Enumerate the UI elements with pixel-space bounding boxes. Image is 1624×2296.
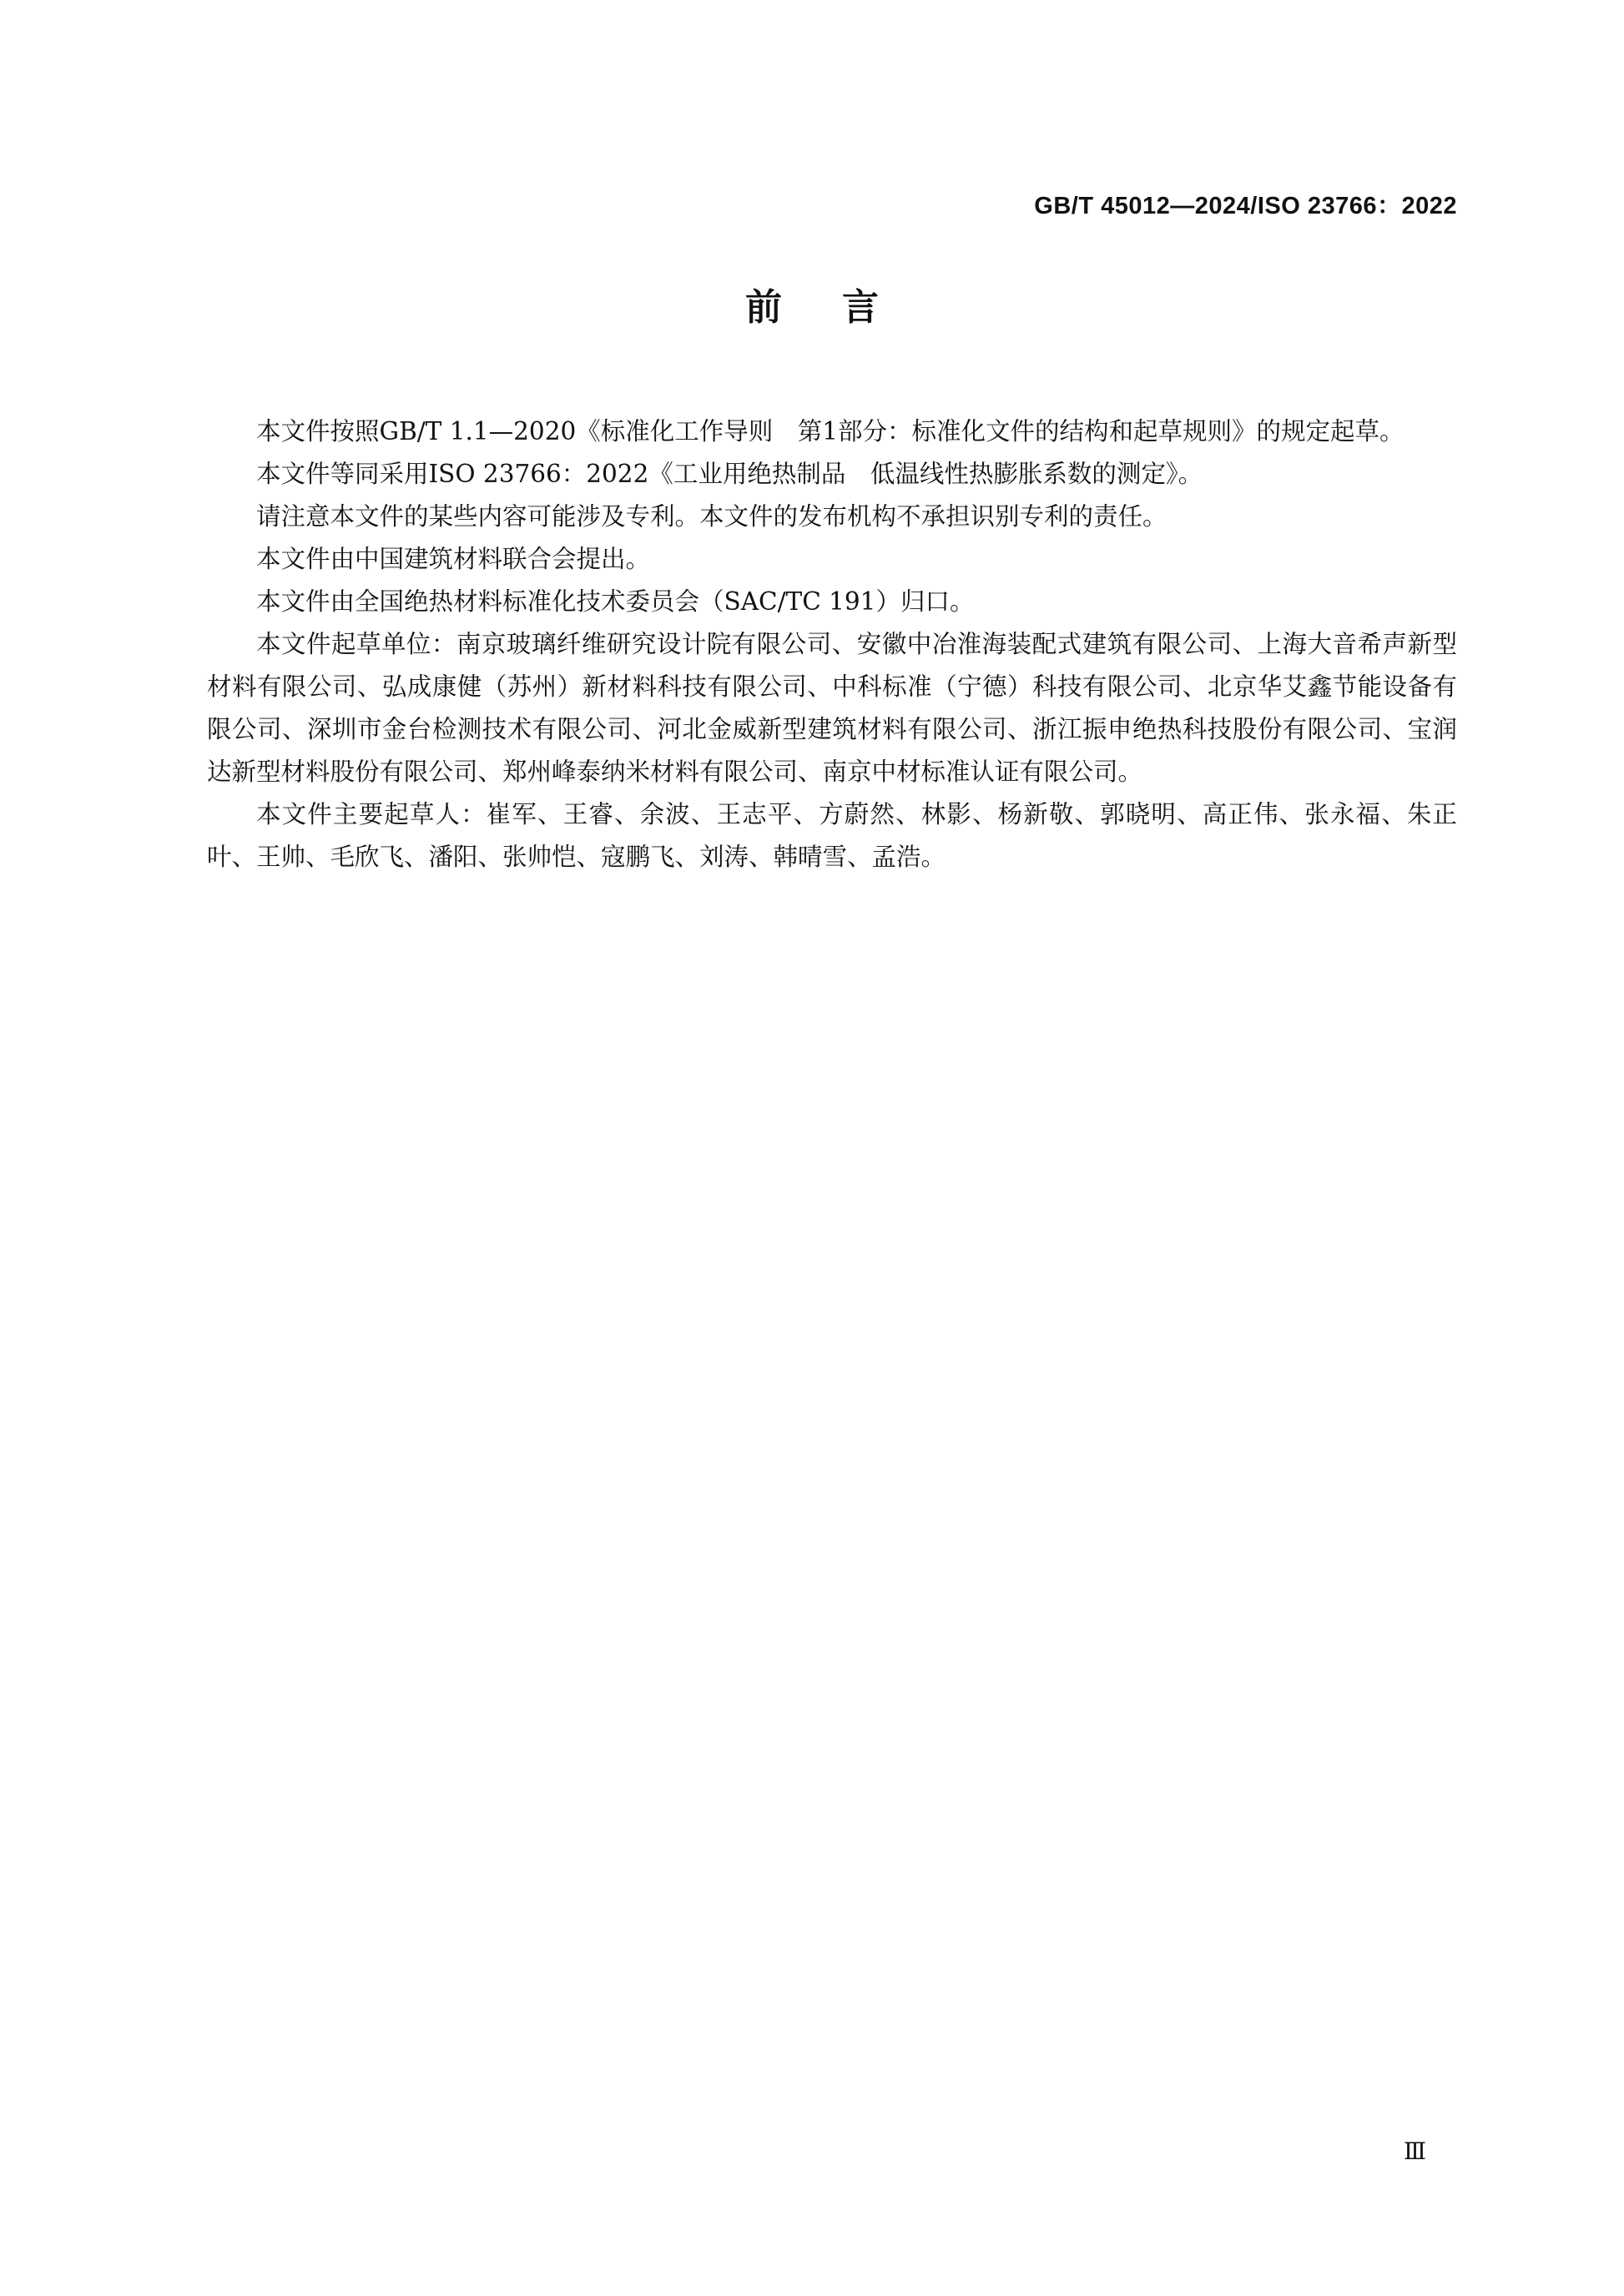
page-title: 前言 — [745, 286, 939, 329]
paragraph-drafting-organizations: 本文件起草单位：南京玻璃纤维研究设计院有限公司、安徽中冶淮海装配式建筑有限公司、上海大音希声新型材料有限公司、弘成康健（苏州）新材料科技有限公司、中科标准（宁德）科技有限公司、北京华艾鑫节能设备有限公司、深圳市金台检测技术有限公司、河北金威新型建筑材料有限公司、浙江振申绝热科技股份有限公司、宝润达新型材料股份有限公司、郑州峰泰纳米材料有限公司、南京中材标准认证有限公司。 — [207, 630, 1457, 786]
page-number: Ⅲ — [1403, 2139, 1425, 2165]
paragraph-technical-committee: 本文件由全国绝热材料标准化技术委员会（SAC/TC 191）归口。 — [256, 587, 975, 616]
foreword-body — [207, 410, 1457, 879]
paragraph-drafting-rules: 本文件按照GB/T 1.1—2020《标准化工作导则 第1部分：标准化文件的结构和起草规则》的规定起草。 — [256, 417, 1405, 446]
paragraph-drafters: 本文件主要起草人：崔军、王睿、余波、王志平、方蔚然、林影、杨新敬、郭晓明、高正伟、张永福、朱正叶、王帅、毛欣飞、潘阳、张帅恺、寇鹏飞、刘涛、韩晴雪、孟浩。 — [207, 800, 1457, 871]
paragraph-iso-adoption: 本文件等同采用ISO 23766：2022《工业用绝热制品 低温线性热膨胀系数的测定》。 — [256, 460, 1203, 488]
paragraph-proposer: 本文件由中国建筑材料联合会提出。 — [256, 545, 651, 573]
paragraph-patent-notice: 请注意本文件的某些内容可能涉及专利。本文件的发布机构不承担识别专利的责任。 — [256, 502, 1168, 531]
standard-number: GB/T 45012—2024/ISO 23766：2022 — [1034, 193, 1457, 219]
